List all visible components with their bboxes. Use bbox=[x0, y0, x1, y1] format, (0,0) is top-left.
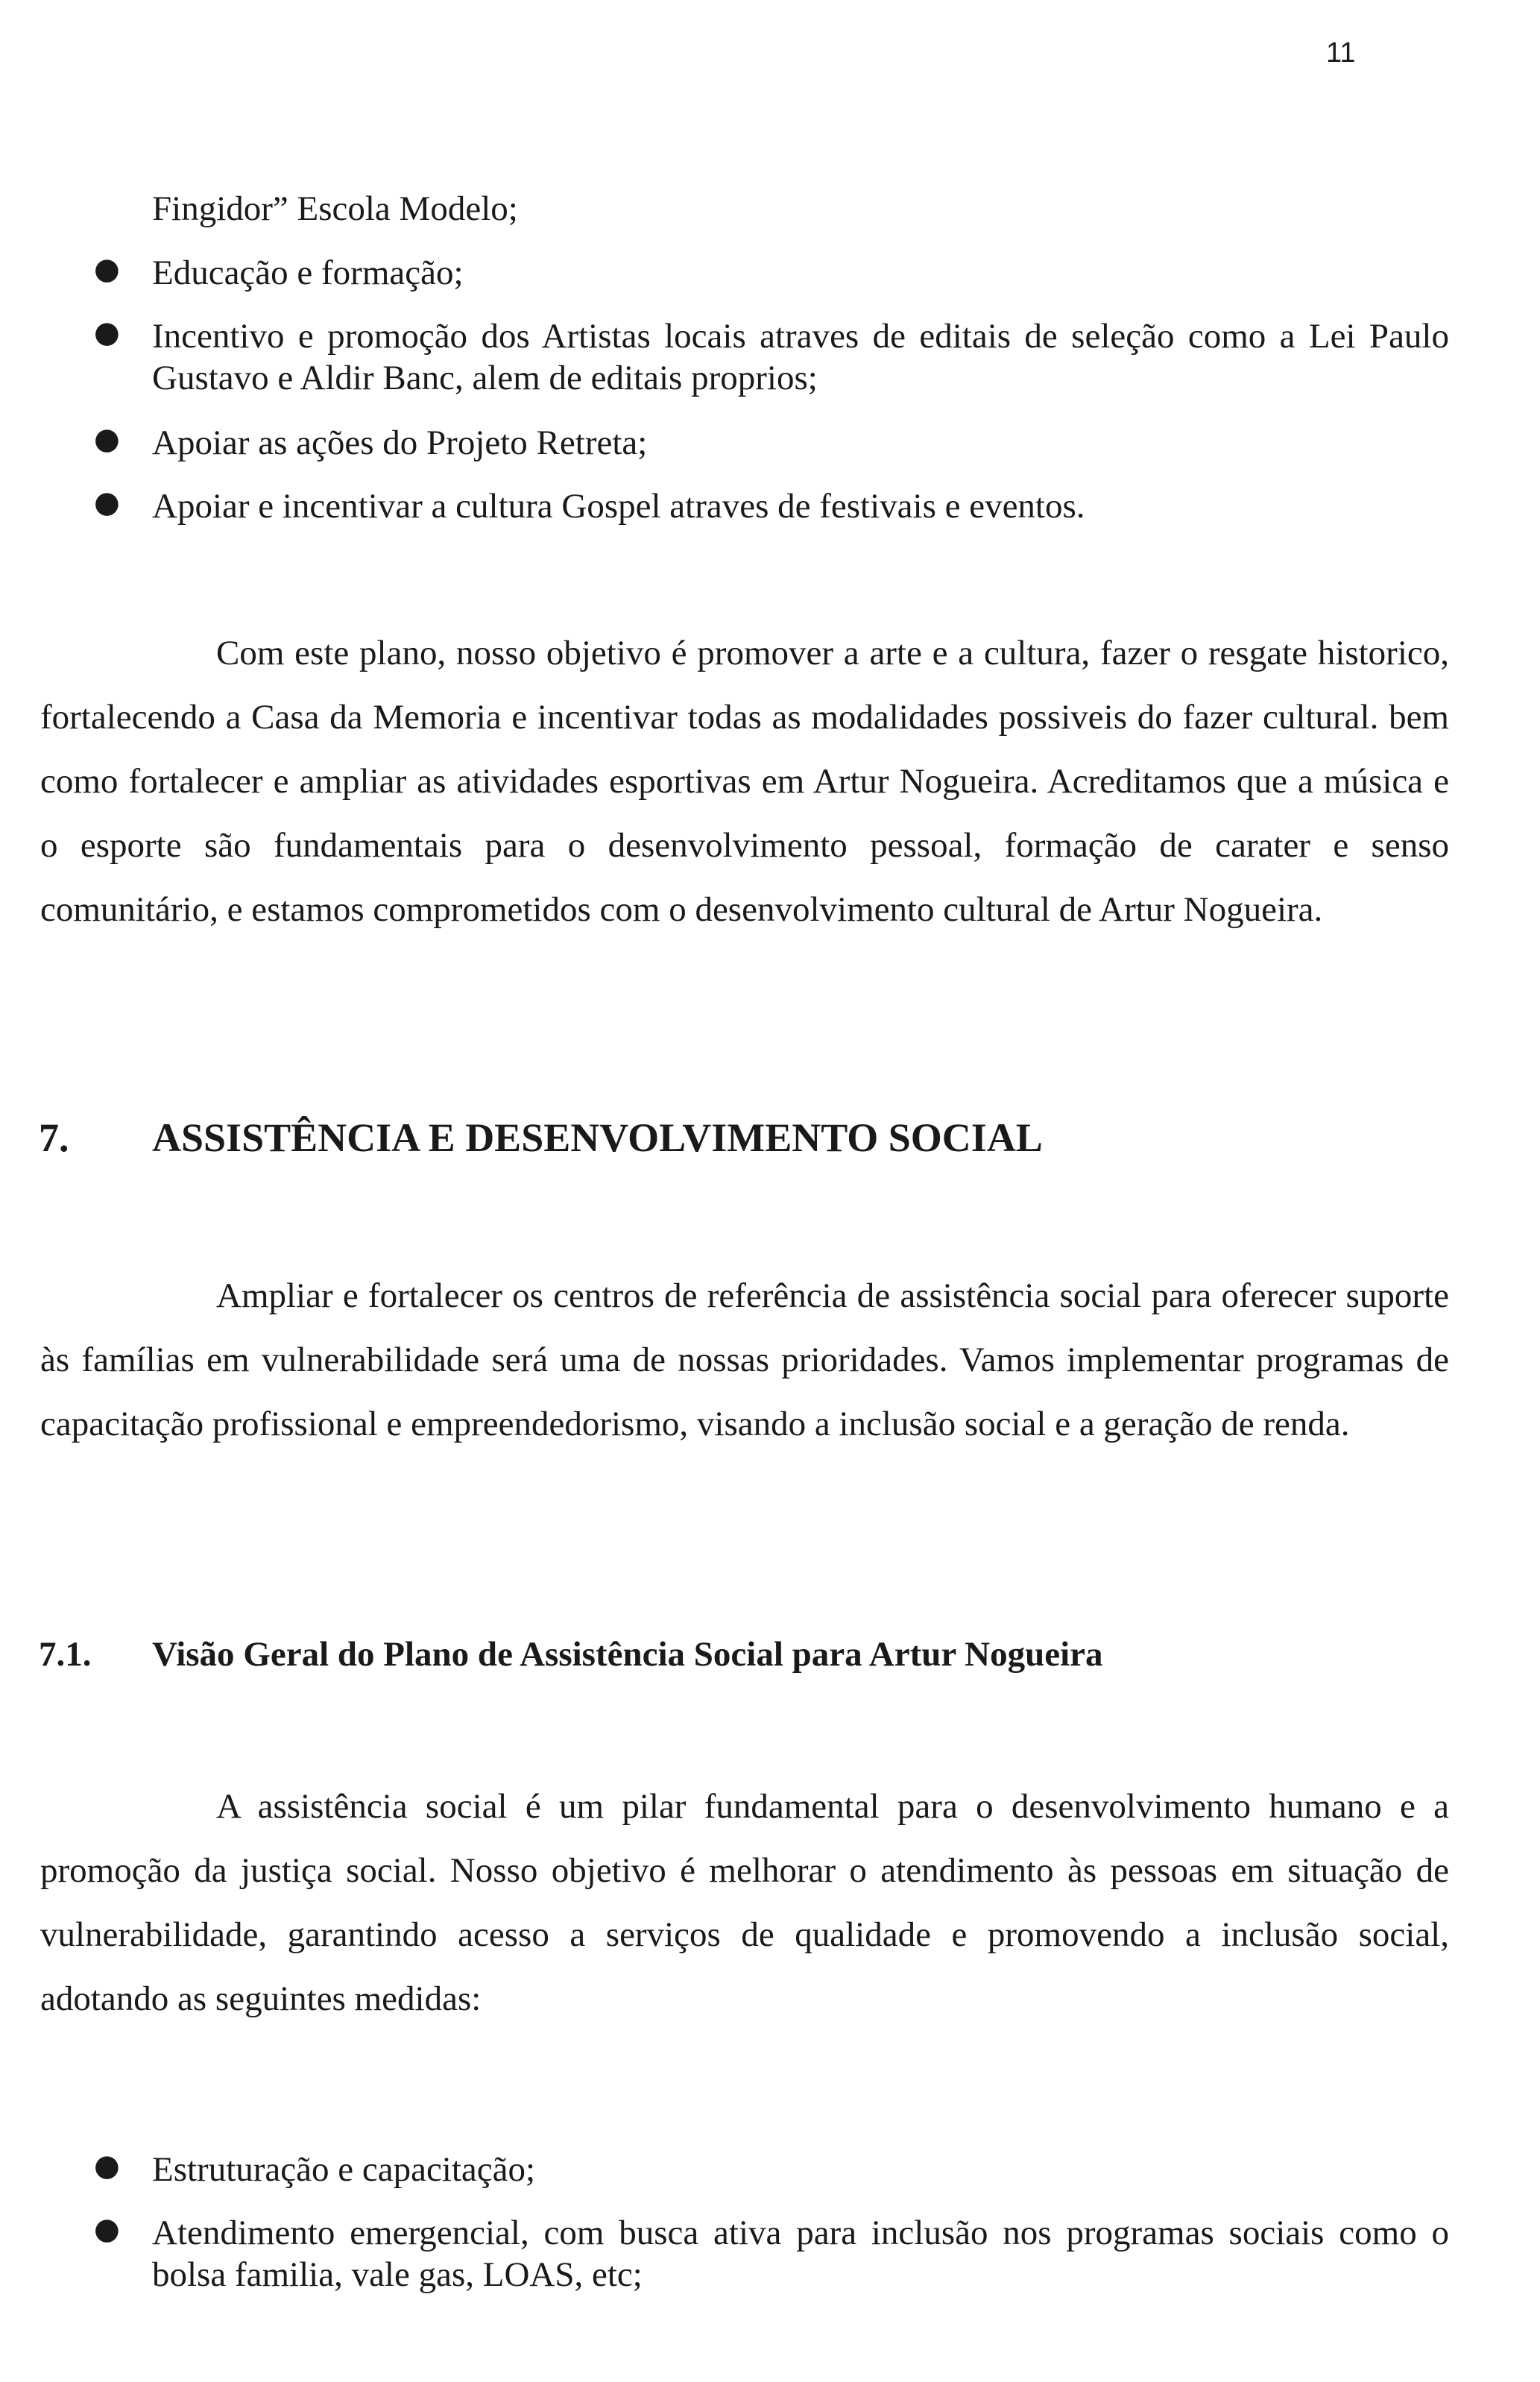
list-item: Atendimento emergencial, com busca ativa para inclusão nos programas sociais como o bolsa familia, vale gas, LOAS, etc; bbox=[152, 2214, 1449, 2294]
list-item: Apoiar as ações do Projeto Retreta; bbox=[152, 423, 648, 462]
paragraph-section-7: Ampliar e fortalecer os centros de referência de assistência social para oferecer suporte às famílias em vulnerabilidade será uma de nossas prioridades. Vamos implementar programas de capacitação profissional e empreendedorismo, visando a inclusão social e a geração de renda. bbox=[40, 1276, 1449, 1443]
bullet-icon: ● bbox=[94, 422, 120, 456]
list-item: Apoiar e incentivar a cultura Gospel atraves de festivais e eventos. bbox=[152, 487, 1085, 526]
bullet-icon: ● bbox=[94, 315, 120, 350]
paragraph-culture: Com este plano, nosso objetivo é promover a arte e a cultura, fazer o resgate historico, fortalecendo a Casa da Memoria e incentivar todas as modalidades possiveis do fazer cultural. bem como fortalecer e ampliar as atividades esportivas em Artur Nogueira. Acreditamos que a música e o esporte são fundamentais para o desenvolvimento pessoal, formação de carater e senso comunitário, e estamos comprometidos com o desenvolvimento cultural de Artur Nogueira. bbox=[40, 634, 1449, 929]
list-item: Educação e formação; bbox=[152, 253, 464, 292]
section-7-number: 7. bbox=[39, 1115, 69, 1160]
paragraph-section-7-1: A assistência social é um pilar fundamental para o desenvolvimento humano e a promoção da justiça social. Nosso objetivo é melhorar o atendimento às pessoas em situação de vulnerabilidade, garantindo acesso a serviços de qualidade e promovendo a inclusão social, adotando as seguintes medidas: bbox=[40, 1787, 1449, 2018]
bullet-icon: ● bbox=[94, 2149, 120, 2183]
bullet-icon: ● bbox=[94, 485, 120, 520]
section-7-heading bbox=[39, 1115, 1043, 1161]
bullet-icon: ● bbox=[94, 252, 120, 286]
bullet-icon: ● bbox=[94, 2212, 120, 2246]
list-item: Estruturação e capacitação; bbox=[152, 2150, 536, 2189]
section-7-1-heading bbox=[39, 1634, 1103, 1674]
list-item-continuation: Fingidor” Escola Modelo; bbox=[152, 189, 518, 228]
section-7-1-number: 7.1. bbox=[39, 1635, 92, 1674]
list-item: Incentivo e promoção dos Artistas locais atraves de editais de seleção como a Lei Paulo Gustavo e Aldir Banc, alem de editais proprios; bbox=[152, 317, 1449, 397]
section-7-title: ASSISTÊNCIA E DESENVOLVIMENTO SOCIAL bbox=[152, 1115, 1043, 1160]
section-7-1-title: Visão Geral do Plano de Assistência Social para Artur Nogueira bbox=[152, 1635, 1103, 1674]
page-number: 11 bbox=[1326, 37, 1356, 69]
